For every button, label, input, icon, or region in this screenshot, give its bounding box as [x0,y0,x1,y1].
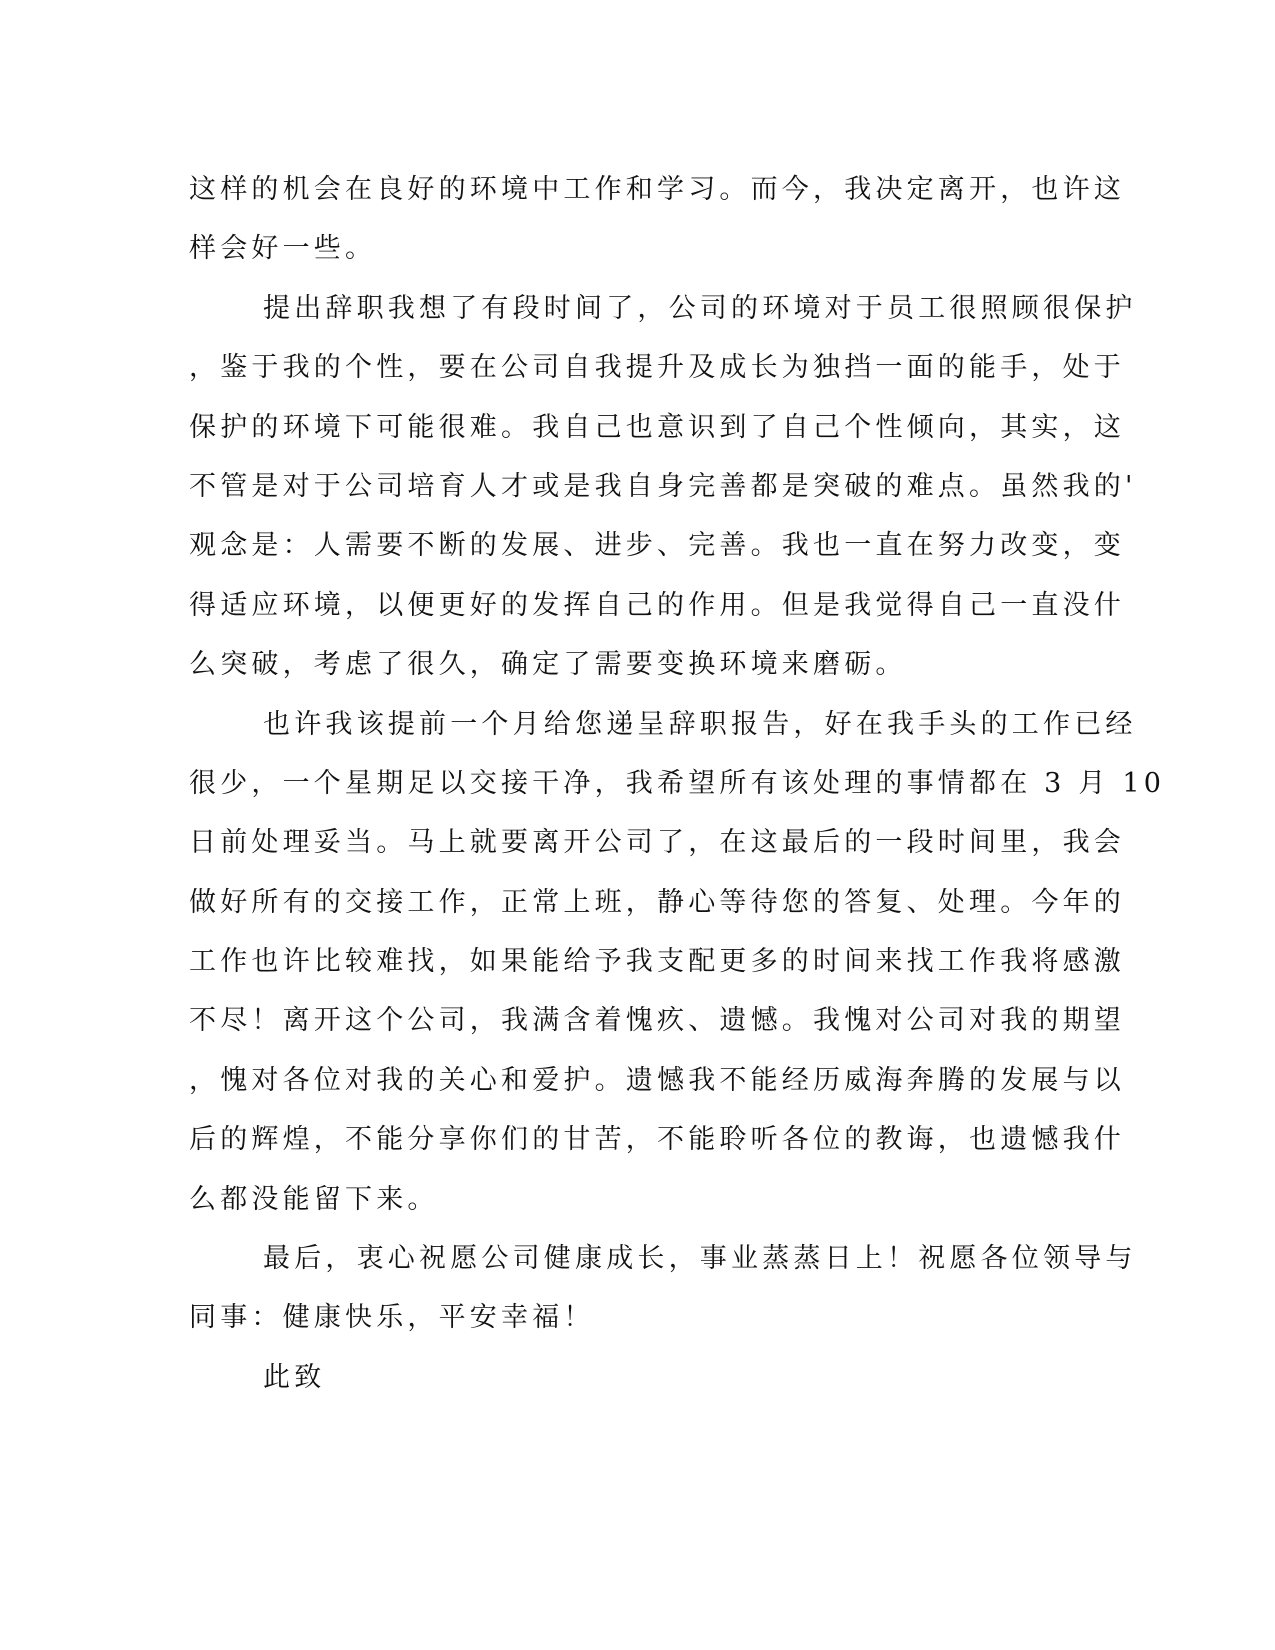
text-line: 这样的机会在良好的环境中工作和学习。而今，我决定离开，也许这 [189,174,1125,205]
text-line: ，鉴于我的个性，要在公司自我提升及成长为独挡一面的能手，处于 [189,352,1125,384]
paragraph-start-line: 最后，衷心祝愿公司健康成长，事业蒸蒸日上！祝愿各位领导与 [263,1243,1137,1275]
paragraph-start-line: 提出辞职我想了有段时间了，公司的环境对于员工很照顾很保护 [263,292,1137,324]
text-line: 做好所有的交接工作，正常上班，静心等待您的答复、处理。今年的 [189,886,1125,918]
text-line: 么突破，考虑了很久，确定了需要变换环境来磨砺。 [189,649,907,681]
text-line: 观念是：人需要不断的发展、进步、完善。我也一直在努力改变，变 [189,530,1125,562]
letter-body [189,160,1166,1407]
closing-salutation: 此致 [263,1361,326,1393]
text-line: 不尽！离开这个公司，我满含着愧疚、遗憾。我愧对公司对我的期望 [189,1005,1125,1037]
text-line: 很少，一个星期足以交接干净，我希望所有该处理的事情都在 3 月 10 [189,767,1166,799]
text-line: 后的辉煌，不能分享你们的甘苦，不能聆听各位的教诲，也遗憾我什 [189,1124,1125,1156]
text-line: ，愧对各位对我的关心和爱护。遗憾我不能经历威海奔腾的发展与以 [189,1064,1125,1096]
text-line: 么都没能留下来。 [189,1183,439,1215]
text-line: 得适应环境，以便更好的发挥自己的作用。但是我觉得自己一直没什 [189,589,1125,621]
paragraph-start-line: 也许我该提前一个月给您递呈辞职报告，好在我手头的工作已经 [263,708,1137,740]
text-line: 保护的环境下可能很难。我自己也意识到了自己个性倾向，其实，这 [189,411,1125,443]
text-line: 样会好一些。 [189,233,377,265]
text-line: 工作也许比较难找，如果能给予我支配更多的时间来找工作我将感激 [189,946,1125,978]
text-line: 不管是对于公司培育人才或是我自身完善都是突破的难点。虽然我的' [189,470,1137,502]
text-line: 同事：健康快乐，平安幸福！ [189,1302,595,1334]
text-line: 日前处理妥当。马上就要离开公司了，在这最后的一段时间里，我会 [189,827,1125,859]
